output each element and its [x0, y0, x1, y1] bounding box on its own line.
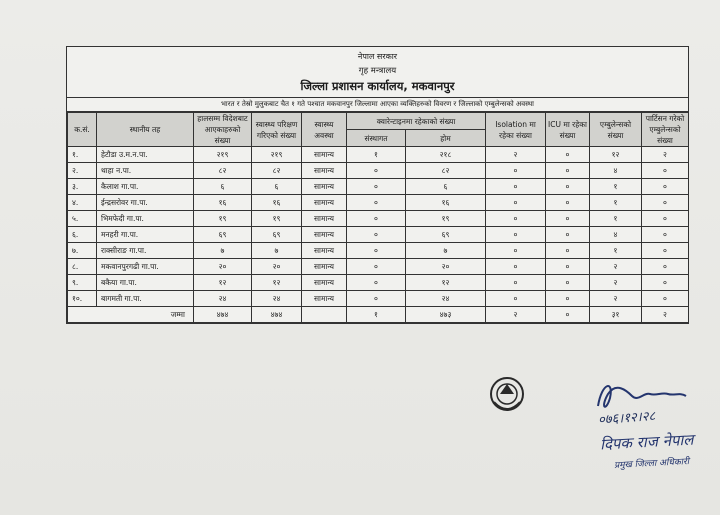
cell-health: सामान्य [302, 195, 347, 211]
cell-q_home: १२ [406, 275, 486, 291]
cell-local: मकवानपुरगढी गा.पा. [97, 259, 194, 275]
cell-q_inst: ० [347, 275, 406, 291]
cell-local: भिमफेदी गा.पा. [97, 211, 194, 227]
cell-partition: ० [642, 291, 689, 307]
col-header-arrived: हालसम्म विदेशबाट आएकाहरुको संख्या [194, 113, 252, 147]
cell-sn: ८. [68, 259, 97, 275]
cell-ambulance: २ [590, 291, 642, 307]
total-icu: ० [546, 307, 590, 323]
cell-local: कैलाश गा.पा. [97, 179, 194, 195]
cell-partition: ० [642, 243, 689, 259]
cell-isolation: २ [486, 147, 546, 163]
cell-isolation: ० [486, 163, 546, 179]
cell-tested: ८२ [252, 163, 302, 179]
total-home: ४७३ [406, 307, 486, 323]
cell-local: बागमती गा.पा. [97, 291, 194, 307]
cell-icu: ० [546, 179, 590, 195]
cell-partition: २ [642, 147, 689, 163]
cell-sn: १०. [68, 291, 97, 307]
report-header [67, 47, 688, 98]
total-tested: ४७४ [252, 307, 302, 323]
total-health [302, 307, 347, 323]
cell-partition: ० [642, 179, 689, 195]
cell-icu: ० [546, 163, 590, 179]
cell-q_inst: ० [347, 259, 406, 275]
cell-q_home: २१८ [406, 147, 486, 163]
cell-sn: ७. [68, 243, 97, 259]
cell-ambulance: २ [590, 259, 642, 275]
cell-health: सामान्य [302, 259, 347, 275]
cell-health: सामान्य [302, 227, 347, 243]
total-institutional: १ [347, 307, 406, 323]
cell-q_inst: ० [347, 179, 406, 195]
cell-ambulance: १२ [590, 147, 642, 163]
cell-isolation: ० [486, 211, 546, 227]
col-header-sn: क.सं. [68, 113, 97, 147]
cell-local: हेटौडा उ.म.न.पा. [97, 147, 194, 163]
cell-icu: ० [546, 227, 590, 243]
cell-ambulance: ४ [590, 227, 642, 243]
cell-local: ईन्द्रसरोवर गा.पा. [97, 195, 194, 211]
cell-q_inst: १ [347, 147, 406, 163]
office-seal [478, 372, 536, 424]
cell-ambulance: १ [590, 211, 642, 227]
cell-icu: ० [546, 211, 590, 227]
cell-tested: १९ [252, 211, 302, 227]
cell-tested: ६ [252, 179, 302, 195]
cell-partition: ० [642, 259, 689, 275]
cell-partition: ० [642, 195, 689, 211]
cell-health: सामान्य [302, 243, 347, 259]
col-header-health: स्वास्थ्य अवस्था [302, 113, 347, 147]
cell-sn: ४. [68, 195, 97, 211]
cell-arrived: ८२ [194, 163, 252, 179]
cell-tested: २० [252, 259, 302, 275]
table-row [68, 275, 689, 291]
cell-q_inst: ० [347, 227, 406, 243]
cell-arrived: १२ [194, 275, 252, 291]
signatory-name: दिपक राज नेपाल [599, 430, 694, 454]
cell-isolation: ० [486, 243, 546, 259]
signatory-title: प्रमुख जिल्ला अधिकारी [613, 457, 690, 471]
cell-sn: ६. [68, 227, 97, 243]
cell-ambulance: २ [590, 275, 642, 291]
col-header-home: होम [406, 130, 486, 147]
cell-sn: ५. [68, 211, 97, 227]
cell-arrived: २४ [194, 291, 252, 307]
cell-isolation: ० [486, 275, 546, 291]
col-header-ambulance: एम्बुलेन्सको संख्या [590, 113, 642, 147]
cell-partition: ० [642, 211, 689, 227]
cell-q_inst: ० [347, 195, 406, 211]
total-label: जम्मा [68, 307, 194, 323]
cell-tested: १२ [252, 275, 302, 291]
cell-q_inst: ० [347, 211, 406, 227]
cell-tested: २१९ [252, 147, 302, 163]
cell-icu: ० [546, 275, 590, 291]
cell-tested: १६ [252, 195, 302, 211]
cell-q_inst: ० [347, 243, 406, 259]
cell-health: सामान्य [302, 291, 347, 307]
table-row [68, 147, 689, 163]
cell-local: राक्सीराङ गा.पा. [97, 243, 194, 259]
cell-q_home: ७ [406, 243, 486, 259]
cell-ambulance: १ [590, 179, 642, 195]
cell-arrived: ६९ [194, 227, 252, 243]
col-header-isolation: Isolation मा रहेका संख्या [486, 113, 546, 147]
col-header-tested: स्वास्थ्य परिक्षण गरिएको संख्या [252, 113, 302, 147]
cell-health: सामान्य [302, 275, 347, 291]
cell-arrived: २१९ [194, 147, 252, 163]
total-isolation: २ [486, 307, 546, 323]
cell-isolation: ० [486, 195, 546, 211]
cell-icu: ० [546, 195, 590, 211]
col-header-partition: पार्टिसन गरेको एम्बुलेन्सको संख्या [642, 113, 689, 147]
cell-health: सामान्य [302, 147, 347, 163]
table-row [68, 163, 689, 179]
cell-sn: ९. [68, 275, 97, 291]
total-ambulance: ३१ [590, 307, 642, 323]
report-subtitle: भारत र तेस्रो मुलुकबाट चैत १ गते पश्चात मकवानपुर जिल्लामा आएका व्यक्तिहरुको विवरण र जिल्लाको एम्बुलेन्सको अवस्था [67, 98, 688, 112]
cell-arrived: १९ [194, 211, 252, 227]
cell-q_home: ६९ [406, 227, 486, 243]
table-row [68, 227, 689, 243]
table-row [68, 211, 689, 227]
cell-icu: ० [546, 243, 590, 259]
table-row [68, 291, 689, 307]
cell-local: बकैया गा.पा. [97, 275, 194, 291]
total-row [68, 307, 689, 323]
cell-arrived: ७ [194, 243, 252, 259]
cell-arrived: २० [194, 259, 252, 275]
col-header-institutional: संस्थागत [347, 130, 406, 147]
cell-sn: १. [68, 147, 97, 163]
cell-sn: २. [68, 163, 97, 179]
cell-health: सामान्य [302, 163, 347, 179]
cell-icu: ० [546, 291, 590, 307]
table-row [68, 243, 689, 259]
report-sheet [66, 46, 689, 324]
cell-tested: ६९ [252, 227, 302, 243]
cell-sn: ३. [68, 179, 97, 195]
cell-q_home: ८२ [406, 163, 486, 179]
data-table [67, 112, 689, 323]
cell-q_home: १९ [406, 211, 486, 227]
cell-ambulance: ४ [590, 163, 642, 179]
cell-local: थाहा न.पा. [97, 163, 194, 179]
cell-icu: ० [546, 147, 590, 163]
cell-q_home: २४ [406, 291, 486, 307]
cell-q_home: १६ [406, 195, 486, 211]
cell-q_inst: ० [347, 163, 406, 179]
col-header-quarantine: क्वारेन्टाइनमा रहेकाको संख्या [347, 113, 486, 130]
col-header-local-level: स्थानीय तह [97, 113, 194, 147]
cell-partition: ० [642, 275, 689, 291]
cell-ambulance: १ [590, 243, 642, 259]
cell-tested: २४ [252, 291, 302, 307]
government-name: नेपाल सरकार [357, 52, 398, 61]
ministry-name: गृह मन्त्रालय [358, 66, 397, 76]
cell-isolation: ० [486, 179, 546, 195]
cell-q_home: २० [406, 259, 486, 275]
table-row [68, 195, 689, 211]
cell-health: सामान्य [302, 179, 347, 195]
cell-q_home: ६ [406, 179, 486, 195]
cell-arrived: ६ [194, 179, 252, 195]
table-body [68, 147, 689, 307]
cell-isolation: ० [486, 227, 546, 243]
cell-local: मनहरी गा.पा. [97, 227, 194, 243]
cell-isolation: ० [486, 291, 546, 307]
cell-partition: ० [642, 227, 689, 243]
table-row [68, 259, 689, 275]
cell-ambulance: १ [590, 195, 642, 211]
table-row [68, 179, 689, 195]
col-header-icu: ICU मा रहेका संख्या [546, 113, 590, 147]
cell-tested: ७ [252, 243, 302, 259]
total-arrived: ४७४ [194, 307, 252, 323]
office-name: जिल्ला प्रशासन कार्यालय, मकवानपुर [300, 79, 455, 93]
cell-arrived: १६ [194, 195, 252, 211]
cell-partition: ० [642, 163, 689, 179]
signature-date: ०७६।१२।२८ [597, 409, 656, 428]
cell-q_inst: ० [347, 291, 406, 307]
total-partition: २ [642, 307, 689, 323]
cell-isolation: ० [486, 259, 546, 275]
cell-icu: ० [546, 259, 590, 275]
cell-health: सामान्य [302, 211, 347, 227]
